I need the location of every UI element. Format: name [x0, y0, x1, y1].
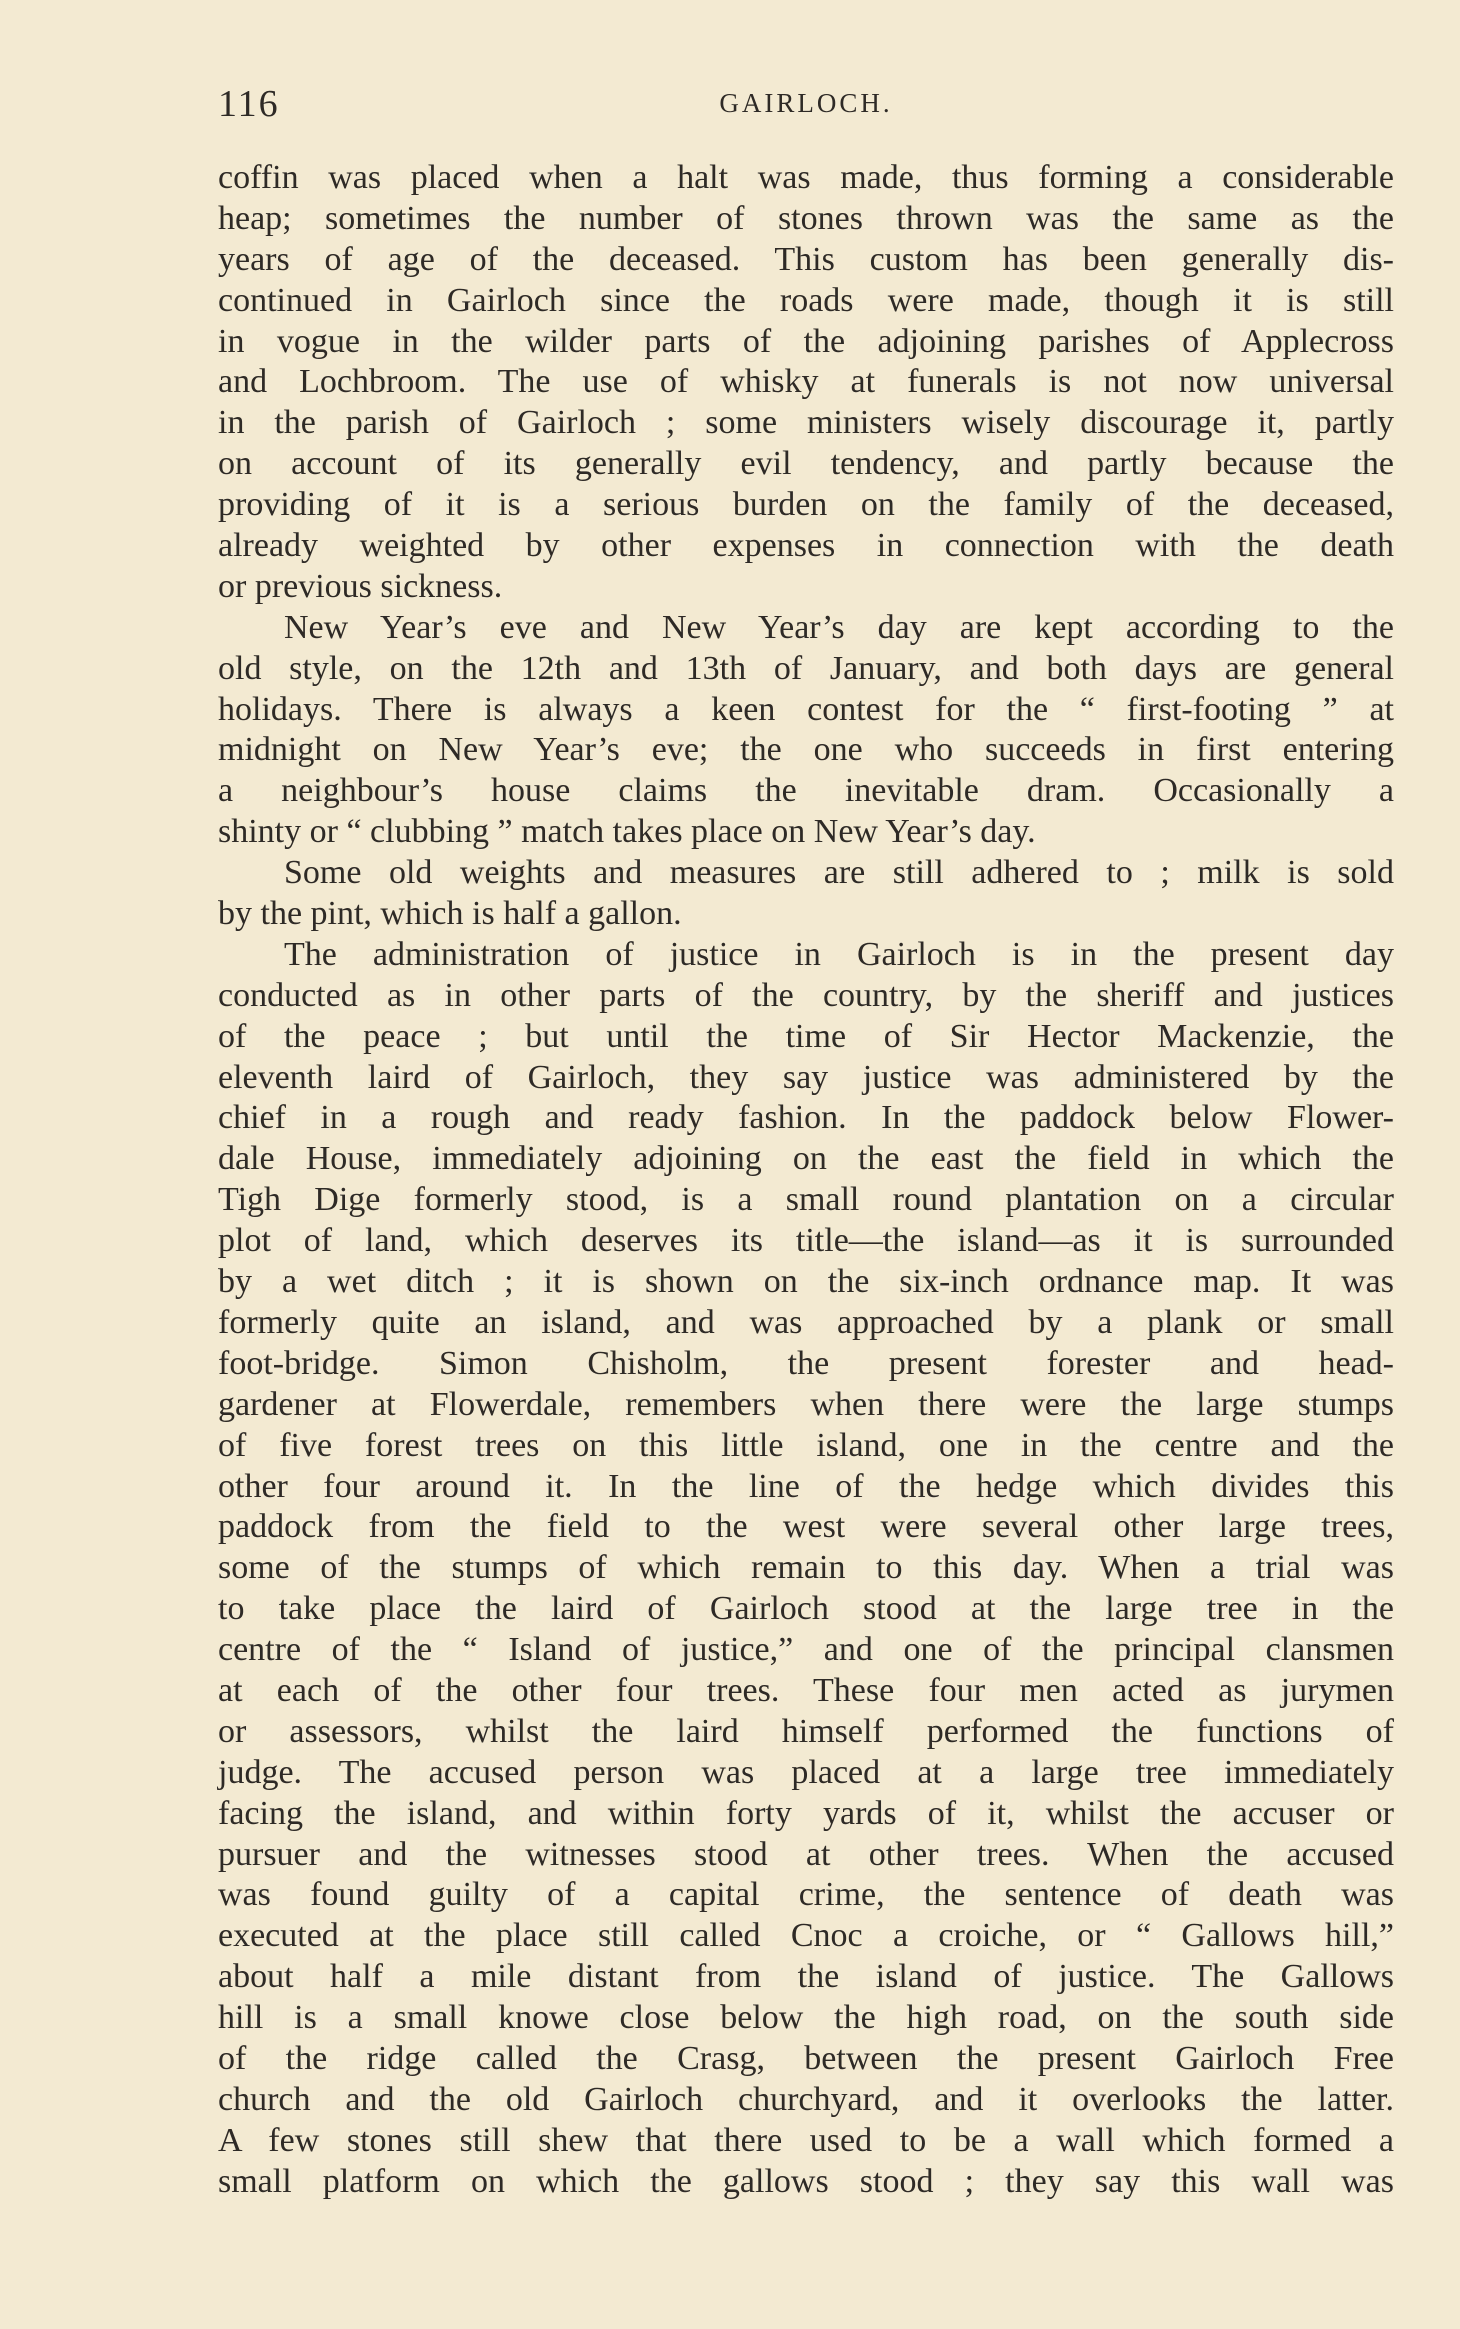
text-line: church and the old Gairloch churchyard, and it overlooks the latter.: [218, 2080, 1394, 2118]
text-line: on account of its generally evil tendency, and partly because the: [218, 445, 1394, 483]
text-line: in vogue in the wilder parts of the adjoining parishes of Applecross: [218, 322, 1394, 360]
text-line: heap; sometimes the number of stones thrown was the same as the: [218, 199, 1394, 237]
text-line: at each of the other four trees. These four men acted as jurymen: [218, 1671, 1394, 1709]
body-text: [218, 158, 1394, 2203]
text-line: A few stones still shew that there used to be a wall which formed a: [218, 2121, 1394, 2159]
running-head: [218, 82, 1394, 132]
text-line: executed at the place still called Cnoc a croiche, or “ Gallows hill,”: [218, 1917, 1394, 1955]
text-line: providing of it is a serious burden on the family of the deceased,: [218, 486, 1394, 524]
text-line: facing the island, and within forty yards of it, whilst the accuser or: [218, 1794, 1394, 1832]
text-line: by the pint, which is half a gallon.: [218, 895, 682, 933]
text-line: a neighbour’s house claims the inevitable dram. Occasionally a: [218, 772, 1394, 810]
text-line: holidays. There is always a keen contest for the “ first-footing ” at: [218, 690, 1394, 728]
text-line: The administration of justice in Gairloch is in the present day: [284, 935, 1394, 973]
text-line: shinty or “ clubbing ” match takes place on New Year’s day.: [218, 813, 1036, 851]
text-line: plot of land, which deserves its title—the island—as it is surrounded: [218, 1222, 1394, 1260]
text-line: continued in Gairloch since the roads were made, though it is still: [218, 281, 1394, 319]
text-line: New Year’s eve and New Year’s day are kept according to the: [284, 608, 1394, 646]
text-line: or previous sickness.: [218, 567, 503, 605]
text-line: to take place the laird of Gairloch stood at the large tree in the: [218, 1590, 1394, 1628]
text-line: judge. The accused person was placed at a large tree immediately: [218, 1753, 1394, 1791]
text-line: and Lochbroom. The use of whisky at funerals is not now universal: [218, 363, 1394, 401]
text-line: or assessors, whilst the laird himself performed the functions of: [218, 1712, 1394, 1750]
text-line: Tigh Dige formerly stood, is a small round plantation on a circular: [218, 1181, 1394, 1219]
running-title: GAIRLOCH.: [719, 88, 893, 118]
text-line: foot-bridge. Simon Chisholm, the present forester and head-: [218, 1344, 1394, 1382]
text-line: eleventh laird of Gairloch, they say justice was administered by the: [218, 1058, 1394, 1096]
text-line: was found guilty of a capital crime, the sentence of death was: [218, 1876, 1394, 1914]
text-line: coffin was placed when a halt was made, thus forming a considerable: [218, 159, 1394, 196]
text-line: paddock from the field to the west were several other large trees,: [218, 1508, 1394, 1546]
text-line: years of age of the deceased. This custom has been generally dis-: [218, 240, 1394, 278]
text-line: hill is a small knowe close below the high road, on the south side: [218, 1999, 1394, 2037]
text-line: centre of the “ Island of justice,” and one of the principal clansmen: [218, 1631, 1394, 1669]
text-line: about half a mile distant from the island of justice. The Gallows: [218, 1958, 1394, 1996]
text-line: gardener at Flowerdale, remembers when there were the large stumps: [218, 1385, 1394, 1423]
text-line: dale House, immediately adjoining on the east the field in which the: [218, 1140, 1394, 1178]
text-line: of the ridge called the Crasg, between the present Gairloch Free: [218, 2039, 1394, 2077]
text-line: in the parish of Gairloch ; some ministers wisely discourage it, partly: [218, 404, 1394, 442]
text-line: midnight on New Year’s eve; the one who succeeds in first entering: [218, 731, 1394, 769]
text-line: conducted as in other parts of the country, by the sheriff and justices: [218, 976, 1394, 1014]
text-line: already weighted by other expenses in connection with the death: [218, 527, 1394, 565]
text-line: formerly quite an island, and was approached by a plank or small: [218, 1303, 1394, 1341]
text-line: by a wet ditch ; it is shown on the six-inch ordnance map. It was: [218, 1263, 1394, 1301]
text-line: of the peace ; but until the time of Sir Hector Mackenzie, the: [218, 1017, 1394, 1055]
text-line: some of the stumps of which remain to this day. When a trial was: [218, 1549, 1394, 1587]
text-line: pursuer and the witnesses stood at other trees. When the accused: [218, 1835, 1394, 1873]
text-line: other four around it. In the line of the hedge which divides this: [218, 1467, 1394, 1505]
page-number: 116: [218, 83, 280, 125]
text-line: small platform on which the gallows stood ; they say this wall was: [218, 2162, 1394, 2200]
text-line: of five forest trees on this little island, one in the centre and the: [218, 1426, 1394, 1464]
text-line: chief in a rough and ready fashion. In the paddock below Flower-: [218, 1099, 1394, 1137]
text-line: Some old weights and measures are still adhered to ; milk is sold: [284, 854, 1394, 892]
text-line: old style, on the 12th and 13th of January, and both days are general: [218, 649, 1394, 687]
